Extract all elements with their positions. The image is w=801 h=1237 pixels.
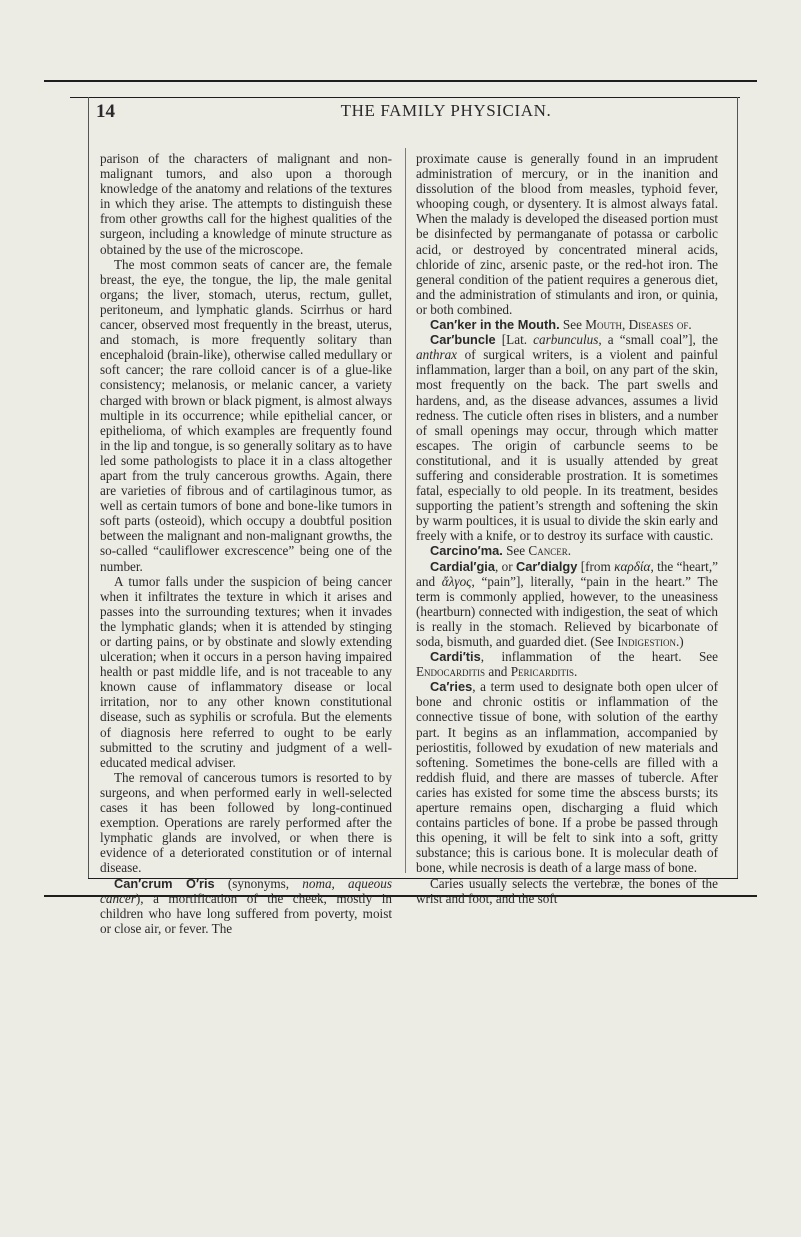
entry-cancrum-oris: Can′crum O′ris (synonyms, noma, aqueous cancer), a mortification of the cheek, mostly in children who have long suffered from poverty, moist or close air, or fever. The xyxy=(100,875,393,936)
entry-caries: Ca′ries, a term used to designate both open ulcer of bone and chronic ostitis or inflammation of the connective tissue of bone, with solution of the earthy part. It begins as an inflammation, accompanied by periostitis, followed by exudation of new materials and softening. Sometimes the bone-cells are filled with a reddish fluid, and there are masses of tubercle. After caries has existed for some time the abscess bursts; its aperture remains open, discharging a fluid which contains particles of bone. If a probe be passed through this opening, it will be felt to sink into a soft, gritty substance; this is carious bone. It is molecular death of bone, while necrosis is death of a large mass of bone. xyxy=(416,679,718,876)
headword: Ca′ries xyxy=(430,679,473,695)
paragraph-cancer-removal: The removal of cancerous tumors is resorted to by surgeons, and when performed early in well-selected cases it has been followed by long-continued exemption. Operations are rarely performed after the lymphatic glands are involved, or when there is evidence of a deteriorated constitution or of internal disease. xyxy=(100,769,392,876)
entry-cardialgia: Cardial′gia, or Car′dialgy [from καρδία, the “heart,” and ἄλγος, “pain”], literally, “pain in the heart.” The term is commonly applied, however, to the uneasiness (heartburn) connected with indigestion, the seat of which is really in the stomach. Relieved by bicarbonate of soda, bismuth, and guarded diet. (See Indigestion.) xyxy=(416,558,718,649)
outer-top-rule xyxy=(44,80,757,82)
headword: Car′buncle xyxy=(430,332,496,348)
anthrax-term: anthrax xyxy=(416,347,458,363)
inner-top-rule xyxy=(70,97,740,98)
cross-reference: Indigestion. xyxy=(617,634,680,649)
headword-variant: Car′dialgy xyxy=(515,558,578,574)
paragraph-tumor-diagnosis: parison of the characters of malignant and non-malignant tumors, and also upon a thorough knowledge of the anatomy and relations of the textures in which they arise. The attempts to distinguish these from other growths call for the highest qualities of the surgeon, including a knowledge of minute structure as obtained by the use of the microscope. xyxy=(100,151,392,257)
cross-reference: Mouth, Diseases of. xyxy=(585,317,692,333)
greek-term: ἄλγος xyxy=(441,573,472,589)
latin-term: carbunculus xyxy=(533,332,599,348)
right-column xyxy=(416,151,718,906)
synonyms: noma, aqueous cancer xyxy=(100,875,393,906)
paragraph-cancrum-cause: proximate cause is generally found in an imprudent administration of mercury, or in the inanition and dissolution of the blood from measles, typhoid fever, whooping cough, or dysentery. It is almost always fatal. When the malady is developed the diseased portion must be disinfected by permanganate of potassa or carbolic acid, or destroyed by concentrated mineral acids, chloride of zinc, arsenic paste, or the red-hot iron. The general condition of the patient requires a generous diet, and the administration of stimulants and iron, or quinia, or both combined. xyxy=(416,151,718,317)
page-header xyxy=(96,101,736,125)
cross-reference: Endocarditis xyxy=(416,664,486,680)
left-column xyxy=(100,151,392,936)
entry-carcinoma: Carcino′ma. See Cancer. xyxy=(430,543,572,559)
cross-reference: Cancer. xyxy=(528,543,572,559)
paragraph-cancer-seats: The most common seats of cancer are, the female breast, the eye, the tongue, the lip, the male genital organs; the liver, stomach, uterus, rectum, gullet, peritoneum, and lymphatic glands. Scirrhus or hard cancer, observed most frequently in the breast, uterus, and stomach, is more frequently solitary than encephaloid (brain-like), otherwise called medullary or soft cancer; the rare colloid cancer is of a glue-like consistency; melanosis, or melanic cancer, a variety charged with brown or black pigment, is almost always multiple in its occurrence; while epithelial cancer, or epithelioma, of which examples are frequently found in the lip and tongue, is so generally solitary as to have led some pathologists to place it in a class altogether apart from the truly cancerous growths. Again, there are varieties of fibrous and of cartilaginous tumor, as well as certain tumors of bone and bone-like tumors in soft parts (osteoid), which occupy a doubtful position between the malignant and non-malignant growths, the so-called “cauliflower excrescence” being one of the number. xyxy=(100,256,392,574)
cross-reference: Pericarditis. xyxy=(510,664,578,680)
inner-left-rule xyxy=(88,97,89,879)
page-number: 14 xyxy=(96,101,115,122)
headword: Cardial′gia xyxy=(430,558,495,574)
inner-right-rule xyxy=(737,97,738,879)
entry-carbuncle: Car′buncle [Lat. carbunculus, a “small coal”], the anthrax of surgical writers, is a violent and painful inflammation, larger than a boil, on any part of the skin, most frequently on the back. The part swells and hardens, and, as the disease advances, assumes a livid redness. The cuticle often rises in blisters, and a number of small openings may occur, through which matter escapes. The origin of carbuncle seems to be constitutional, and it is usually attended by great suffering and considerable prostration. It is sometimes fatal, especially to old people. In its treatment, besides supporting the patient’s strength and softening the skin by warm poultices, it is usual to divide the skin early and freely with a knife, or to destroy its surface with caustic. xyxy=(416,332,718,544)
greek-term: καρδία xyxy=(614,558,651,574)
column-divider xyxy=(405,148,406,873)
headword: Cardi′tis xyxy=(430,649,481,665)
paragraph-cancer-suspicion: A tumor falls under the suspicion of being cancer when it infiltrates the texture in which it arises and passes into the surrounding textures; when it invades the lymphatic glands; when it is attended by stinging or darting pains, or by obstinate and slowly extending ulceration; when it occurs in a person having impaired health or past middle life, and is not traceable to any known cause of inflammatory disease or local irritation, nor to any other known constitutional disease, such as syphilis or scrofula. But the elements of diagnosis here referred to ought to be early submitted to the scrutiny and judgment of a well-educated medical adviser. xyxy=(100,573,392,770)
paragraph-caries-sites: Caries usually selects the vertebræ, the bones of the wrist and foot, and the soft xyxy=(416,875,718,906)
entry-canker-mouth: Can′ker in the Mouth. See Mouth, Diseases of. xyxy=(430,317,692,333)
entry-carditis: Cardi′tis, inflammation of the heart. See Endocarditis and Pericarditis. xyxy=(416,649,718,680)
headword: Can′ker in the Mouth. xyxy=(430,317,560,333)
headword: Carcino′ma. xyxy=(430,543,503,559)
headword: Can′crum O′ris xyxy=(114,875,215,891)
running-title: THE FAMILY PHYSICIAN. xyxy=(340,101,552,120)
